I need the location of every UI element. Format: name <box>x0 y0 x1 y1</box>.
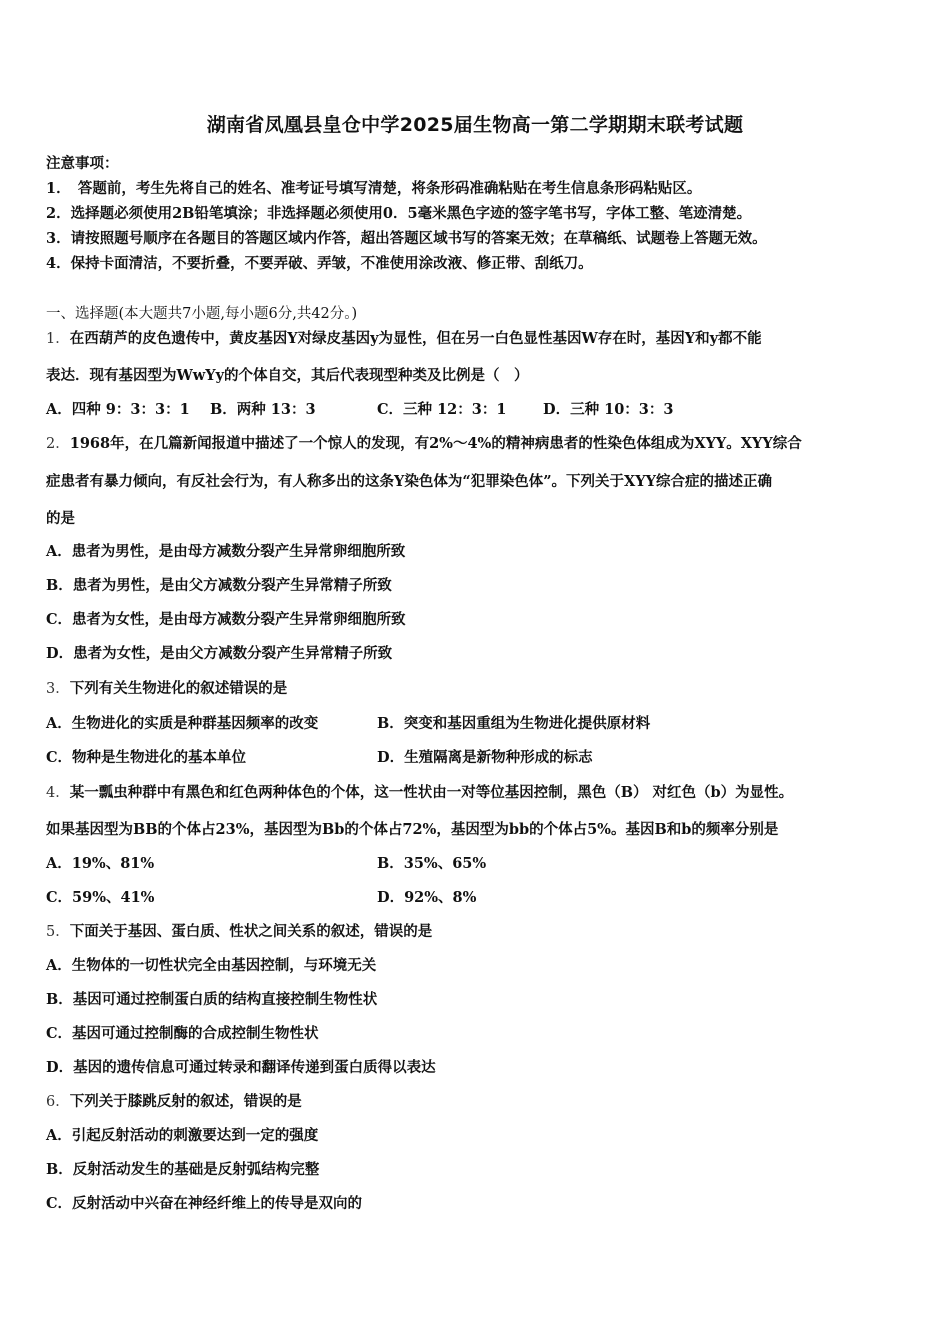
option-a: A．患者为男性，是由母方减数分裂产生异常卵细胞所致 <box>46 543 406 560</box>
option-a: A．四种 9：3：3：1 <box>46 401 190 418</box>
question-number: 6． <box>46 1094 70 1110</box>
question-2-line2: 症患者有暴力倾向，有反社会行为，有人称多出的这条Y染色体为“犯罪染色体”。下列关于XYY综合症的描述正确 <box>46 473 772 490</box>
option-b: B．35%、65% <box>377 855 487 872</box>
question-text: 1968年，在几篇新闻报道中描述了一个惊人的发现，有2%～4%的精神病患者的性染色体组成为XYY。XYY综合 <box>69 435 802 452</box>
question-number: 4． <box>46 785 70 801</box>
question-5-stem <box>46 920 432 941</box>
question-4-line1 <box>46 781 793 802</box>
question-number: 3． <box>46 681 70 697</box>
option-b: B．两种 13：3 <box>210 401 316 418</box>
question-number: 2． <box>46 436 70 452</box>
question-number: 1． <box>46 331 70 347</box>
option-c: C．59%、41% <box>46 889 155 906</box>
question-text: 下列关于膝跳反射的叙述，错误的是 <box>69 1093 302 1110</box>
question-4-line2: 如果基因型为BB的个体占23%，基因型为Bb的个体占72%，基因型为bb的个体占5%。基因B和b的频率分别是 <box>46 821 779 838</box>
option-a: A．19%、81% <box>46 855 155 872</box>
notice-item: 1． 答题前，考生先将自己的姓名、准考证号填写清楚，将条形码准确粘贴在考生信息条形码粘贴区。 <box>46 180 702 197</box>
option-b: B．患者为男性，是由父方减数分裂产生异常精子所致 <box>46 577 392 594</box>
option-c: C．患者为女性，是由母方减数分裂产生异常卵细胞所致 <box>46 611 406 628</box>
option-d: D．基因的遗传信息可通过转录和翻译传递到蛋白质得以表达 <box>46 1059 436 1076</box>
option-b: B．基因可通过控制蛋白质的结构直接控制生物性状 <box>46 991 378 1008</box>
question-text: 下面关于基因、蛋白质、性状之间关系的叙述，错误的是 <box>69 923 433 940</box>
question-3-stem <box>46 677 287 698</box>
question-2-line1 <box>46 432 802 453</box>
question-text: 某一瓢虫种群中有黑色和红色两种体色的个体，这一性状由一对等位基因控制，黑色（B） 对红色（b）为显性。 <box>69 784 794 801</box>
question-1-line1 <box>46 327 762 348</box>
notice-item: 2．选择题必须使用2B铅笔填涂；非选择题必须使用0．5毫米黑色字迹的签字笔书写，字体工整、笔迹清楚。 <box>46 205 752 222</box>
option-c: C．物种是生物进化的基本单位 <box>46 749 247 766</box>
question-number: 5． <box>46 924 70 940</box>
question-text: 下列有关生物进化的叙述错误的是 <box>69 680 288 697</box>
question-text: 在西葫芦的皮色遗传中，黄皮基因Y对绿皮基因y为显性，但在另一白色显性基因W存在时，基因Y和y都不能 <box>69 330 762 347</box>
notice-item: 4．保持卡面清洁，不要折叠，不要弄破、弄皱，不准使用涂改液、修正带、刮纸刀。 <box>46 255 593 272</box>
option-c: C．三种 12：3：1 <box>377 401 507 418</box>
option-a: A．生物进化的实质是种群基因频率的改变 <box>46 715 319 732</box>
option-b: B．反射活动发生的基础是反射弧结构完整 <box>46 1161 320 1178</box>
notice-heading: 注意事项： <box>46 155 119 172</box>
option-d: D．92%、8% <box>377 889 477 906</box>
section-heading: 一、选择题(本大题共7小题,每小题6分,共42分。) <box>46 306 358 322</box>
option-c: C．反射活动中兴奋在神经纤维上的传导是双向的 <box>46 1195 363 1212</box>
notice-item: 3．请按照题号顺序在各题目的答题区域内作答，超出答题区域书写的答案无效；在草稿纸、试题卷上答题无效。 <box>46 230 767 247</box>
question-6-stem <box>46 1090 302 1111</box>
question-2-line3: 的是 <box>46 510 75 527</box>
page-title: 湖南省凤凰县皇仓中学2025届生物高一第二学期期末联考试题 <box>206 114 744 136</box>
option-d: D．生殖隔离是新物种形成的标志 <box>377 749 593 766</box>
option-a: A．引起反射活动的刺激要达到一定的强度 <box>46 1127 319 1144</box>
option-d: D．三种 10：3：3 <box>543 401 674 418</box>
option-b: B．突变和基因重组为生物进化提供原材料 <box>377 715 651 732</box>
question-1-line2: 表达．现有基因型为WwYy的个体自交，其后代表现型种类及比例是（ ） <box>46 367 529 384</box>
option-d: D．患者为女性，是由父方减数分裂产生异常精子所致 <box>46 645 393 662</box>
option-c: C．基因可通过控制酶的合成控制生物性状 <box>46 1025 319 1042</box>
option-a: A．生物体的一切性状完全由基因控制，与环境无关 <box>46 957 377 974</box>
